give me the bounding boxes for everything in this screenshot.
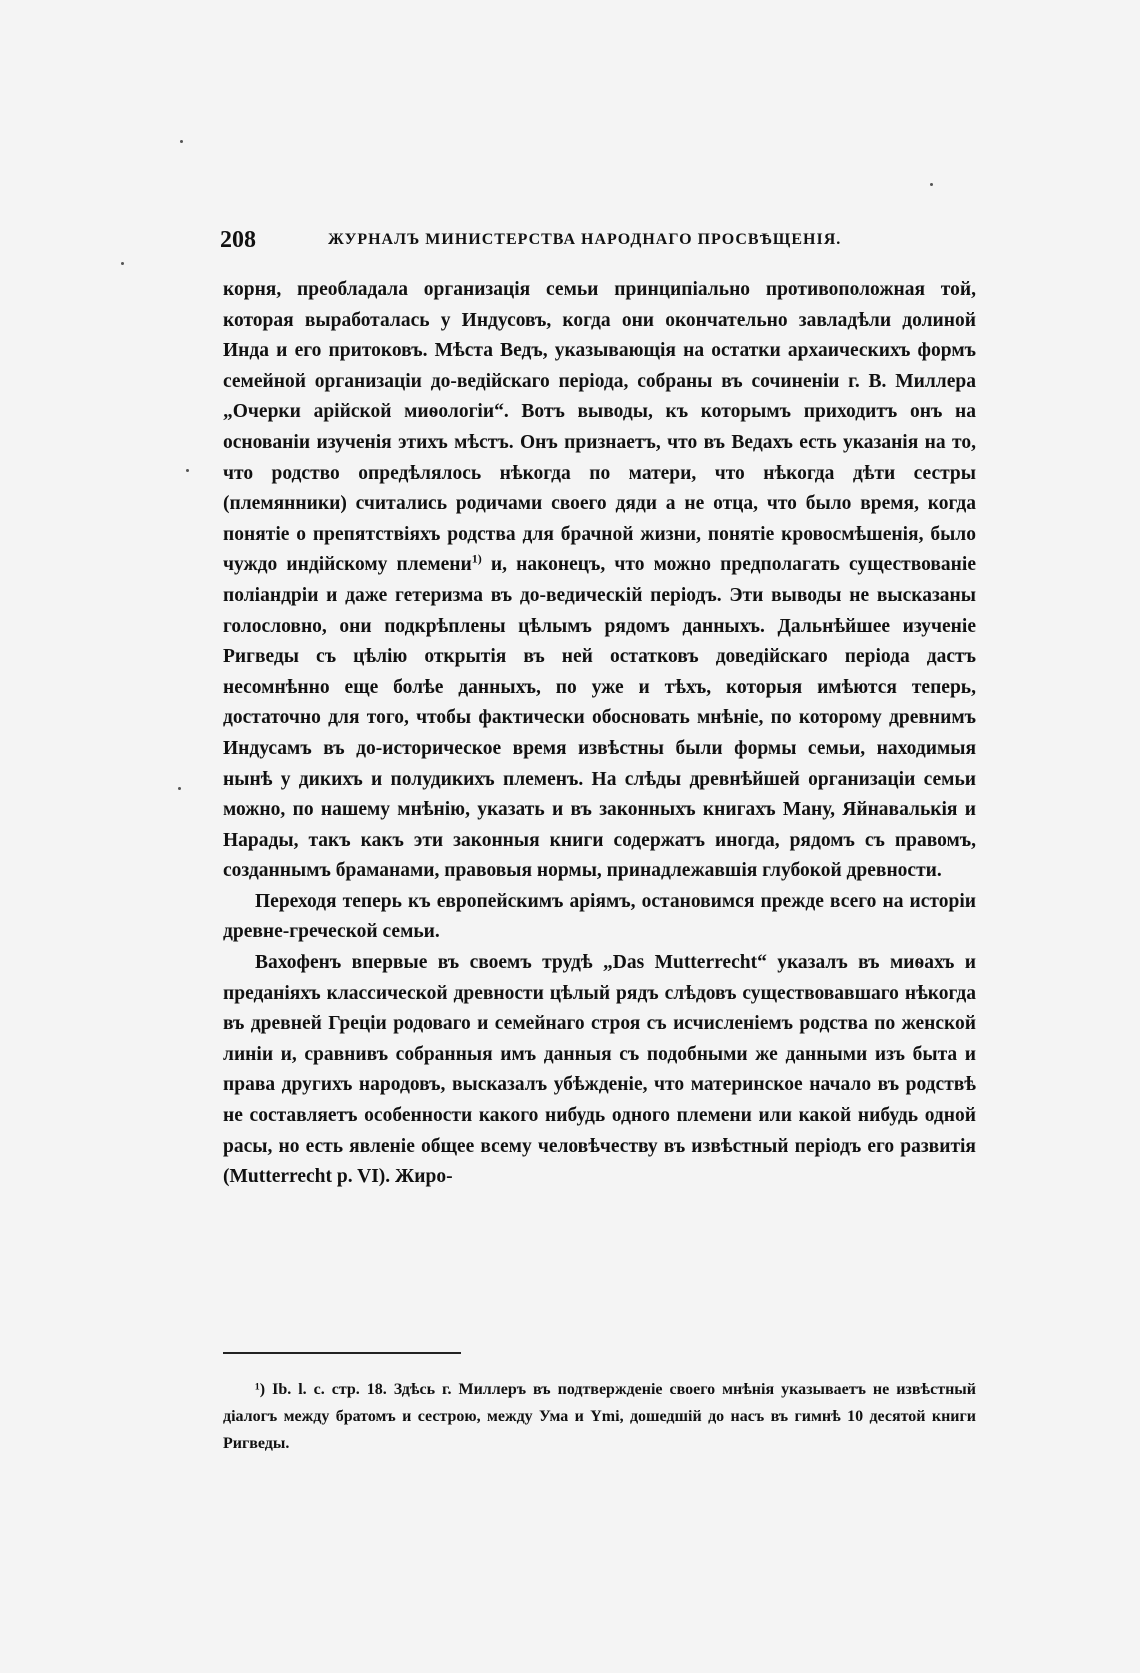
paragraph <box>223 275 976 887</box>
body-text <box>223 275 976 1193</box>
scan-speck <box>178 787 181 790</box>
footnote-marker: ¹) <box>255 1381 266 1398</box>
running-title: ЖУРНАЛЪ МИНИСТЕРСТВА НАРОДНАГО ПРОСВѢЩЕНІЯ. <box>328 231 842 248</box>
footnote-reference: 1) <box>471 551 482 566</box>
footnote <box>223 1376 976 1457</box>
paragraph: Вахофенъ впервые въ своемъ трудѣ „Das Mutterrecht“ указалъ въ миѳахъ и преданіяхъ классической древности цѣлый рядъ слѣдовъ существовавшаго нѣкогда въ древней Греціи родоваго и семейнаго строя съ исчисленіемъ родства по женской линіи и, сравнивъ собранныя имъ данныя съ подобными же данными изъ быта и права другихъ народовъ, высказалъ убѣжденіе, что материнское начало въ родствѣ не составляетъ особенности какого нибудь одного племени или какой нибудь одной расы, но есть явленіе общее всему человѣчеству въ извѣстный періодъ его развитія (Mutterrecht p. VI). Жиро- <box>223 952 976 1188</box>
footnote-text: Ib. l. c. стр. 18. Здѣсь г. Миллеръ въ подтвержденіе своего мнѣнія указываетъ не извѣстный діалогъ между братомъ и сестрою, между Ума и Ymi, дошедшій до насъ въ гимнѣ 10 десятой книги Ригведы. <box>223 1381 976 1452</box>
footnote-divider <box>223 1352 461 1354</box>
scan-speck <box>186 469 189 472</box>
paragraph: Переходя теперь къ европейскимъ аріямъ, остановимся прежде всего на исторіи древне-греческой семьи. <box>223 890 976 943</box>
paragraph-text: и, наконецъ, что можно предполагать существованіе поліандріи и даже гетеризма въ до-ведическій періодъ. Эти выводы не высказаны голословно, они подкрѣплены цѣлымъ рядомъ данныхъ. Дальнѣйшее изученіе Ригведы съ цѣлію открытія въ ней остатковъ доведійскаго періода дастъ несомнѣнно еще болѣе данныхъ, по уже и тѣхъ, которыя имѣются теперь, достаточно для того, чтобы фактически обосновать мнѣніе, по которому древнимъ Индусамъ въ до-историческое время извѣстны были формы семьи, находимыя нынѣ у дикихъ и полудикихъ племенъ. На слѣды древнѣйшей организаціи семьи можно, по нашему мнѣнію, указать и въ законныхъ книгахъ Ману, Яйнавалькія и Нарады, такъ какъ эти законныя книги содержатъ иногда, рядомъ съ правомъ, созданнымъ браманами, правовыя нормы, принадлежавшія глубокой древности. <box>223 554 976 882</box>
page-header <box>220 222 980 258</box>
page-number: 208 <box>220 227 256 253</box>
scan-speck <box>180 140 183 143</box>
scan-speck <box>121 262 124 265</box>
paragraph-text: корня, преобладала организація семьи принципіально противоположная той, которая выработалась у Индусовъ, когда они окончательно завладѣли долиной Инда и его притоковъ. Мѣста Ведъ, указывающія на остатки архаическихъ формъ семейной организаціи до-ведійскаго періода, собраны въ сочиненіи г. В. Миллера „Очерки арійской миѳологіи“. Вотъ выводы, къ которымъ приходитъ онъ на основаніи изученія этихъ мѣстъ. Онъ признаетъ, что въ Ведахъ есть указанія на то, что родство опредѣлялось нѣкогда по матери, что нѣкогда дѣти сестры (племянники) считались родичами своего дяди а не отца, что было время, когда понятіе о препятствіяхъ родства для брачной жизни, понятіе кровосмѣшенія, было чуждо индійскому племени <box>223 279 976 576</box>
scan-speck <box>930 183 933 186</box>
